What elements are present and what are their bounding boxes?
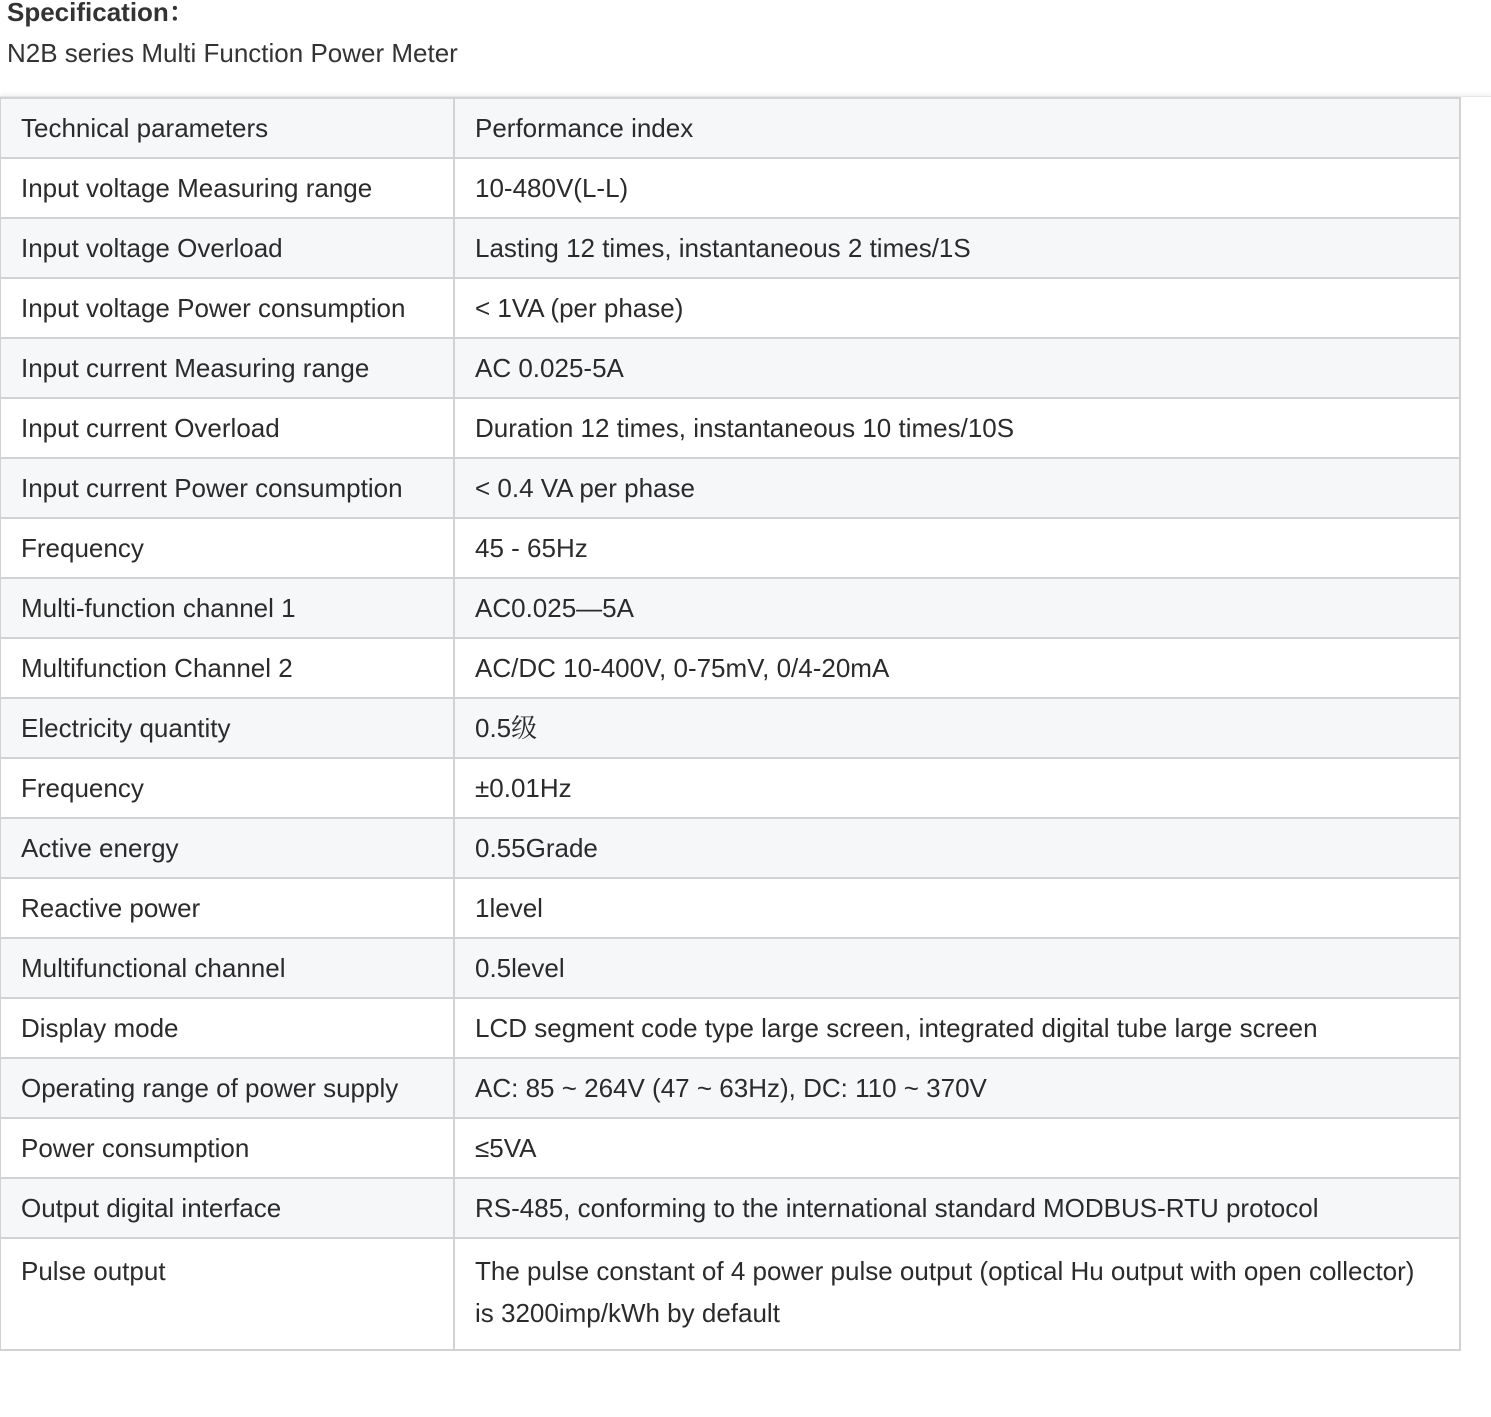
parameter-cell: Frequency: [0, 758, 454, 818]
performance-cell: AC 0.025-5A: [454, 338, 1460, 398]
spec-table: [0, 97, 1461, 1351]
table-row: [0, 578, 1460, 638]
spec-table-body: [0, 98, 1460, 1350]
table-row: [0, 218, 1460, 278]
table-row: [0, 278, 1460, 338]
performance-cell: ≤5VA: [454, 1118, 1460, 1178]
performance-cell: 0.55Grade: [454, 818, 1460, 878]
table-row: [0, 998, 1460, 1058]
table-row: [0, 698, 1460, 758]
performance-cell: ±0.01Hz: [454, 758, 1460, 818]
table-row: [0, 158, 1460, 218]
parameter-cell: Frequency: [0, 518, 454, 578]
table-header-row: [0, 98, 1460, 158]
table-row: [0, 398, 1460, 458]
performance-cell: AC0.025—5A: [454, 578, 1460, 638]
performance-cell: 1level: [454, 878, 1460, 938]
performance-cell: < 0.4 VA per phase: [454, 458, 1460, 518]
parameter-cell: Display mode: [0, 998, 454, 1058]
parameter-cell: Multifunctional channel: [0, 938, 454, 998]
parameter-cell: Output digital interface: [0, 1178, 454, 1238]
table-row: [0, 1058, 1460, 1118]
parameter-cell: Input current Measuring range: [0, 338, 454, 398]
performance-cell: AC/DC 10-400V, 0-75mV, 0/4-20mA: [454, 638, 1460, 698]
performance-cell: The pulse constant of 4 power pulse output (optical Hu output with open collector) is 3200imp/kWh by default: [454, 1238, 1460, 1350]
table-row: [0, 1118, 1460, 1178]
table-row: [0, 938, 1460, 998]
parameter-cell: Multifunction Channel 2: [0, 638, 454, 698]
performance-cell: 10-480V(L-L): [454, 158, 1460, 218]
performance-cell: < 1VA (per phase): [454, 278, 1460, 338]
parameter-cell: Power consumption: [0, 1118, 454, 1178]
table-row: [0, 878, 1460, 938]
parameter-cell: Input current Overload: [0, 398, 454, 458]
header-cell-index: Performance index: [454, 98, 1460, 158]
performance-cell: 0.5level: [454, 938, 1460, 998]
parameter-cell: Input voltage Overload: [0, 218, 454, 278]
parameter-cell: Active energy: [0, 818, 454, 878]
performance-cell: 0.5级: [454, 698, 1460, 758]
parameter-cell: Reactive power: [0, 878, 454, 938]
header-cell-parameter: Technical parameters: [0, 98, 454, 158]
parameter-cell: Electricity quantity: [0, 698, 454, 758]
performance-cell: 45 - 65Hz: [454, 518, 1460, 578]
parameter-cell: Operating range of power supply: [0, 1058, 454, 1118]
table-row: [0, 338, 1460, 398]
performance-cell: LCD segment code type large screen, integrated digital tube large screen: [454, 998, 1460, 1058]
parameter-cell: Multi-function channel 1: [0, 578, 454, 638]
table-row: [0, 1238, 1460, 1350]
parameter-cell: Input current Power consumption: [0, 458, 454, 518]
table-row: [0, 758, 1460, 818]
performance-cell: RS-485, conforming to the international standard MODBUS-RTU protocol: [454, 1178, 1460, 1238]
parameter-cell: Input voltage Measuring range: [0, 158, 454, 218]
product-subtitle: N2B series Multi Function Power Meter: [7, 38, 458, 68]
table-row: [0, 458, 1460, 518]
performance-cell: Duration 12 times, instantaneous 10 times/10S: [454, 398, 1460, 458]
table-row: [0, 518, 1460, 578]
parameter-cell: Input voltage Power consumption: [0, 278, 454, 338]
spec-table-container: [0, 96, 1491, 1417]
table-row: [0, 638, 1460, 698]
page-heading: Specification：: [7, 0, 195, 27]
performance-cell: AC: 85 ~ 264V (47 ~ 63Hz), DC: 110 ~ 370V: [454, 1058, 1460, 1118]
parameter-cell: Pulse output: [0, 1238, 454, 1350]
table-row: [0, 1178, 1460, 1238]
performance-cell: Lasting 12 times, instantaneous 2 times/1S: [454, 218, 1460, 278]
table-row: [0, 818, 1460, 878]
